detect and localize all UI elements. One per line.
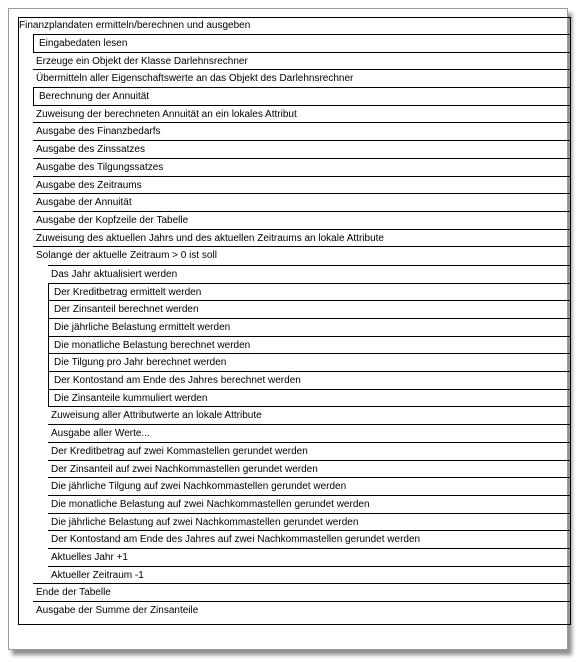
process-step: Der Zinsanteil auf zwei Nachkommastellen gerundet werden — [48, 460, 571, 478]
subroutine-step: Die Zinsanteile kummuliert werden — [48, 389, 571, 407]
process-step: Zuweisung aller Attributwerte an lokale Attribute — [48, 406, 571, 424]
subroutine-step: Berechnung der Annuität — [33, 87, 571, 105]
while-loop — [33, 246, 571, 583]
subroutine-step: Die Tilgung pro Jahr berechnet werden — [48, 353, 571, 371]
process-step: Zuweisung des aktuellen Jahrs und des aktuellen Zeitraums an lokale Attribute — [33, 229, 571, 247]
process-step: Die jährliche Belastung auf zwei Nachkommastellen gerundet werden — [48, 513, 571, 531]
process-step: Die jährliche Tilgung auf zwei Nachkommastellen gerundet werden — [48, 477, 571, 495]
subroutine-step: Die jährliche Belastung ermittelt werden — [48, 318, 571, 336]
process-step: Der Kreditbetrag auf zwei Kommastellen gerundet werden — [48, 442, 571, 460]
process-step: Aktueller Zeitraum -1 — [48, 566, 571, 584]
subroutine-step: Der Kontostand am Ende des Jahres berechnet werden — [48, 371, 571, 389]
process-step: Ende der Tabelle — [33, 583, 571, 601]
subroutine-step: Der Zinsanteil berechnet werden — [48, 300, 571, 318]
diagram-title: Finanzplandaten ermitteln/berechnen und ausgeben — [19, 20, 251, 31]
process-step: Zuweisung der berechneten Annuität an ein lokales Attribut — [33, 105, 571, 123]
loop-condition: Solange der aktuelle Zeitraum > 0 ist soll — [36, 250, 217, 262]
process-step: Aktuelles Jahr +1 — [48, 548, 571, 566]
subroutine-step: Die monatliche Belastung berechnet werden — [48, 336, 571, 354]
process-step: Ausgabe des Zinssatzes — [33, 140, 571, 158]
process-step: Ausgabe aller Werte... — [48, 424, 571, 442]
subroutine-step: Eingabedaten lesen — [33, 34, 571, 52]
process-step: Ausgabe des Zeitraums — [33, 176, 571, 194]
nassi-shneiderman-diagram — [18, 17, 571, 619]
loop-body — [48, 265, 571, 583]
process-step: Ausgabe der Annuität — [33, 193, 571, 211]
process-step: Ausgabe der Summe der Zinsanteile — [33, 601, 571, 619]
closing-sequence — [33, 583, 571, 618]
process-step: Übermitteln aller Eigenschaftswerte an das Objekt des Darlehnsrechner — [33, 69, 571, 87]
process-step: Erzeuge ein Objekt der Klasse Darlehnsrechner — [33, 52, 571, 70]
process-step: Die monatliche Belastung auf zwei Nachkommastellen gerundet werden — [48, 495, 571, 513]
process-step: Ausgabe des Tilgungssatzes — [33, 158, 571, 176]
process-step: Ausgabe der Kopfzeile der Tabelle — [33, 211, 571, 229]
main-sequence — [33, 34, 571, 246]
process-step: Der Kontostand am Ende des Jahres auf zwei Nachkommastellen gerundet werden — [48, 530, 571, 548]
process-step: Das Jahr aktualisiert werden — [48, 265, 571, 283]
process-step: Ausgabe des Finanzbedarfs — [33, 122, 571, 140]
subroutine-step: Der Kreditbetrag ermittelt werden — [48, 283, 571, 301]
